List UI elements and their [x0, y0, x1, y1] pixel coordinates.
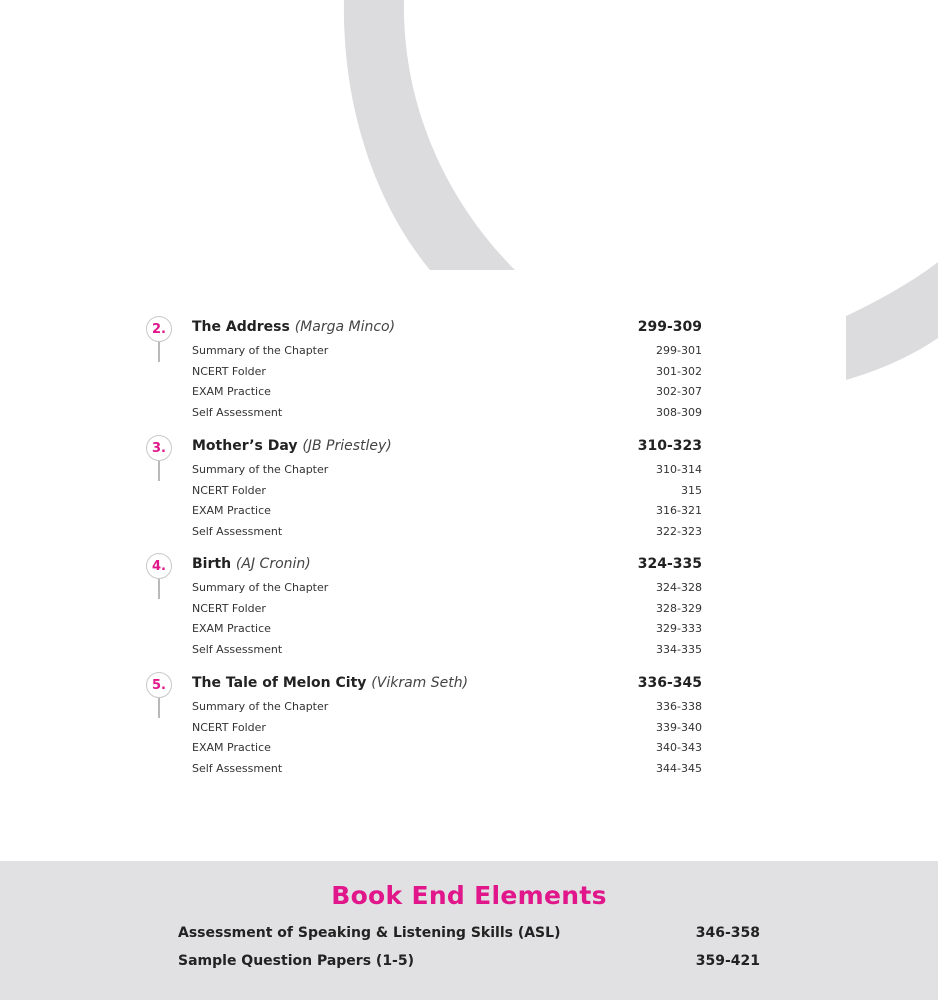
chapter-author: (Vikram Seth) — [371, 675, 469, 691]
toc-section-row[interactable] — [0, 581, 938, 601]
section-label: NCERT Folder — [192, 483, 266, 497]
section-pages: 328-329 — [656, 601, 702, 615]
section-pages: 301-302 — [656, 364, 702, 378]
bookend-item-pages: 346-358 — [695, 925, 760, 941]
chapter-title — [192, 319, 395, 335]
section-label: Self Assessment — [192, 642, 283, 656]
chapter-author: (JB Priestley) — [302, 438, 392, 454]
toc-section-row[interactable] — [0, 504, 938, 524]
bookend-heading: Book End Elements — [331, 881, 607, 910]
toc-section-row[interactable] — [0, 762, 938, 782]
chapter-page-range: 324-335 — [637, 556, 702, 572]
section-pages: 316-321 — [656, 504, 702, 517]
toc-section-row[interactable] — [0, 365, 938, 385]
bookend-item[interactable] — [0, 953, 938, 975]
toc-section-row[interactable] — [0, 406, 938, 426]
section-pages: 336-338 — [656, 700, 702, 713]
chapter-title — [192, 556, 311, 572]
section-pages: 339-340 — [656, 720, 702, 734]
chapter-author: (AJ Cronin) — [235, 556, 311, 572]
toc-section-row[interactable] — [0, 622, 938, 642]
chapter-number-badge: 5. — [146, 672, 172, 698]
section-label: Summary of the Chapter — [192, 344, 329, 357]
bookend-item[interactable] — [0, 925, 938, 947]
bookend-item-pages: 359-421 — [695, 953, 760, 969]
chapter-title-text: The Address — [192, 319, 290, 335]
section-pages: 308-309 — [656, 405, 702, 419]
chapter-title-text: Birth — [192, 556, 232, 572]
book-end-elements-section — [0, 861, 938, 1000]
section-label: Summary of the Chapter — [192, 581, 329, 594]
bookend-item-label: Assessment of Speaking & Listening Skills (ASL) — [178, 925, 561, 941]
toc-section-row[interactable] — [0, 484, 938, 504]
section-pages: 329-333 — [656, 622, 702, 635]
section-label: EXAM Practice — [192, 504, 271, 517]
section-pages: 340-343 — [656, 741, 702, 754]
toc-section-row[interactable] — [0, 700, 938, 720]
section-label: Self Assessment — [192, 761, 283, 775]
section-pages: 334-335 — [656, 642, 702, 656]
toc-section-row[interactable] — [0, 741, 938, 761]
section-label: Summary of the Chapter — [192, 463, 329, 476]
chapter-page-range: 299-309 — [637, 319, 702, 335]
decorative-arc-graphic — [0, 0, 938, 400]
chapter-title — [192, 438, 392, 454]
section-pages: 310-314 — [656, 463, 702, 476]
section-pages: 344-345 — [656, 761, 702, 775]
chapter-number-badge: 3. — [146, 435, 172, 461]
chapter-number-badge: 2. — [146, 316, 172, 342]
section-label: EXAM Practice — [192, 622, 271, 635]
section-label: EXAM Practice — [192, 741, 271, 754]
section-label: NCERT Folder — [192, 601, 266, 615]
section-pages: 324-328 — [656, 581, 702, 594]
section-label: Self Assessment — [192, 405, 283, 419]
toc-section-row[interactable] — [0, 463, 938, 483]
toc-section-row[interactable] — [0, 525, 938, 545]
section-pages: 322-323 — [656, 524, 702, 538]
toc-section-row[interactable] — [0, 602, 938, 622]
toc-section-row[interactable] — [0, 721, 938, 741]
chapter-page-range: 336-345 — [637, 675, 702, 691]
chapter-author: (Marga Minco) — [294, 319, 396, 335]
chapter-title-text: The Tale of Melon City — [192, 675, 367, 691]
section-label: NCERT Folder — [192, 720, 266, 734]
section-pages: 302-307 — [656, 385, 702, 398]
chapter-page-range: 310-323 — [637, 438, 702, 454]
toc-section-row[interactable] — [0, 344, 938, 364]
section-label: EXAM Practice — [192, 385, 271, 398]
section-label: Self Assessment — [192, 524, 283, 538]
section-pages: 299-301 — [656, 344, 702, 357]
section-label: NCERT Folder — [192, 364, 266, 378]
toc-section-row[interactable] — [0, 385, 938, 405]
chapter-title-text: Mother’s Day — [192, 438, 298, 454]
bookend-item-label: Sample Question Papers (1-5) — [178, 953, 415, 969]
section-label: Summary of the Chapter — [192, 700, 329, 713]
section-pages: 315 — [681, 483, 702, 497]
chapter-title — [192, 675, 468, 691]
chapter-number-badge: 4. — [146, 553, 172, 579]
toc-section-row[interactable] — [0, 643, 938, 663]
